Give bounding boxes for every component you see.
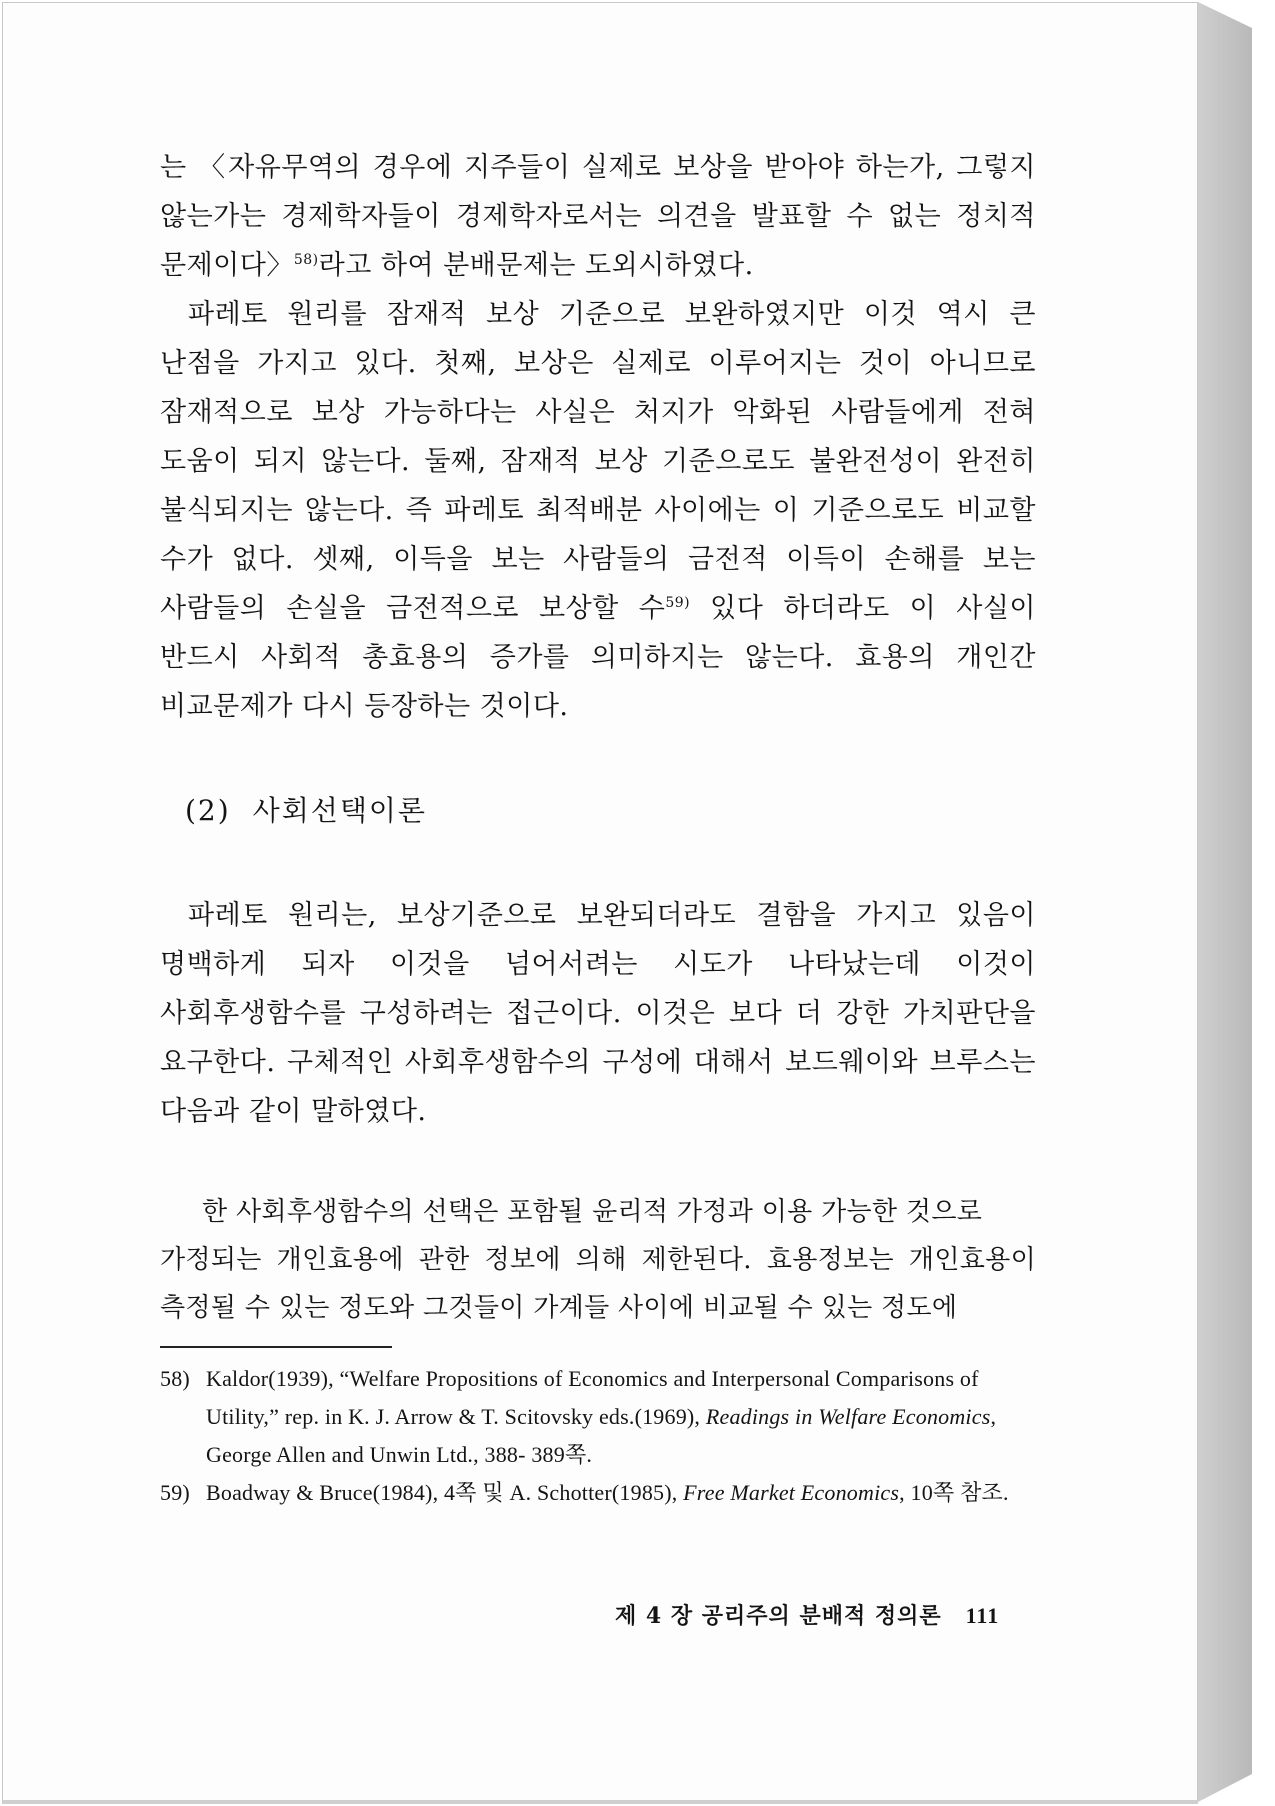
chapter-title: 제 4 장 공리주의 분배적 정의론 — [615, 1603, 942, 1629]
footnote-text: Boadway & Bruce(1984), 4쪽 및 A. Schotter(1985), — [206, 1480, 684, 1505]
paragraph-3: 파레토 원리는, 보상기준으로 보완되더라도 결함을 가지고 있음이 명백하게 되자 이것을 넘어서려는 시도가 나타났는데 이것이 사회후생함수를 구성하려는 접근이다. 이것은 보다 더 강한 가치판단을 요구한다. 구체적인 사회후생함수의 구성에 대해서 보드웨이와 브루스는 다음과 같이 말하였다. — [160, 900, 1036, 1127]
paragraph-1-text-end: 라고 하여 분배문제는 도외시하였다. — [318, 250, 754, 281]
section-title: 사회선택이론 — [252, 794, 427, 827]
page-edge-bottom — [2, 1800, 1198, 1804]
paragraph-2-text: 파레토 원리를 잠재적 보상 기준으로 보완하였지만 이것 역시 큰 난점을 가지고 있다. 첫째, 보상은 실제로 이루어지는 것이 아니므로 잠재적으로 보상 가능하다는 사실은 처지가 악화된 사람들에게 전혀 도움이 되지 않는다. 둘째, 잠재적 보상 기준으로도 불완전성이 완전히 불식되지는 않는다. 즉 파레토 최적배분 사이에는 이 기준으로도 비교할 수가 없다. 셋째, 이득을 보는 사람들의 금전적 이득이 손해를 보는 사람들의 손실을 금전적으로 보상할 수 — [160, 299, 1036, 624]
footnote-text: Kaldor(1939), “Welfare Propositions of Economics and Interpersonal Comparisons of Utility,” rep. in K. J. Arrow & T. Scitovsky eds.(1969), — [206, 1366, 979, 1429]
paragraph-2 — [160, 290, 1036, 731]
footnote-text-end: , George Allen and Unwin Ltd., 388- 389쪽. — [206, 1404, 997, 1467]
footnote-ref-58[interactable]: 58) — [293, 252, 319, 268]
document-page — [2, 2, 1198, 1802]
paragraph-1 — [160, 143, 1036, 290]
paragraph-2-text-end: 있다 하더라도 이 사실이 반드시 사회적 총효용의 증가를 의미하지는 않는다. 효용의 개인간 비교문제가 다시 등장하는 것이다. — [160, 593, 1036, 722]
footnote-book-title: Readings in Welfare Economics — [705, 1404, 991, 1429]
paragraph-1-text: 는 〈자유무역의 경우에 지주들이 실제로 보상을 받아야 하는가, 그렇지 않는가는 경제학자들이 경제학자로서는 의견을 발표할 수 없는 정치적 문제이다〉 — [160, 152, 1036, 281]
footnote-number: 58) — [160, 1366, 190, 1391]
section-number: (2) — [185, 794, 231, 827]
footnote-text-end: , 10쪽 참조. — [899, 1480, 1009, 1505]
section-heading — [185, 789, 1036, 829]
footnote-number: 59) — [160, 1480, 190, 1505]
page-body — [160, 143, 1036, 1512]
block-quote-first-line: 한 사회후생함수의 선택은 포함될 윤리적 가정과 이용 가능한 것으로 — [202, 1197, 983, 1227]
page-edge-right — [1198, 2, 1252, 1802]
running-footer — [615, 1599, 999, 1630]
footnote-ref-59[interactable]: 59) — [665, 595, 691, 611]
block-quote — [160, 1188, 1036, 1332]
footnote-58 — [160, 1360, 1036, 1474]
footnote-book-title: Free Market Economics — [683, 1480, 900, 1505]
block-quote-rest: 가정되는 개인효용에 관한 정보에 의해 제한된다. 효용정보는 개인효용이 측정될 수 있는 정도와 그것들이 가계들 사이에 비교될 수 있는 정도에 — [160, 1245, 1036, 1323]
footnote-59 — [160, 1474, 1036, 1512]
page-number: 111 — [965, 1603, 1000, 1628]
footnote-divider — [160, 1346, 392, 1348]
